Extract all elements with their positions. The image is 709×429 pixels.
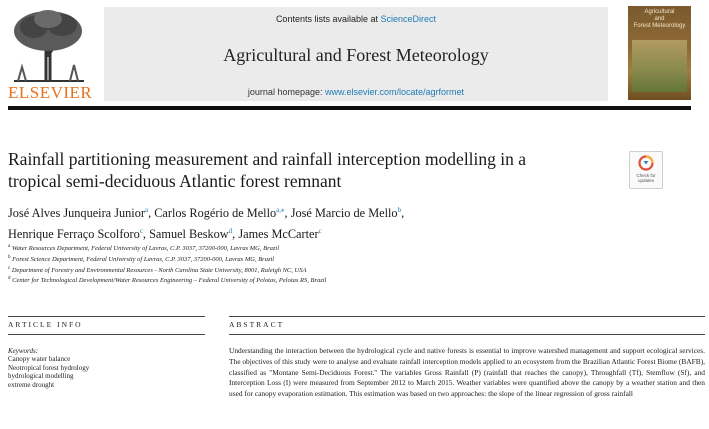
author-name[interactable]: James McCarter: [238, 227, 319, 242]
keyword-item: hydrological modelling: [8, 372, 74, 380]
journal-title[interactable]: Agricultural and Forest Meteorology: [223, 45, 489, 65]
author-name[interactable]: José Alves Junqueira Junior: [8, 206, 145, 221]
cover-title-line: and: [654, 16, 665, 22]
check-updates-label-line: Check for: [636, 173, 656, 178]
author-list: [8, 201, 648, 243]
abstract-text: Understanding the interaction between the hydrological cycle and native forests is essential to improve watershed management and support ecological services. The objectives of this study were to analyse and evaluate rainfall interception models applied to an ecosystem from the Brazilian Atlantic Forest Biome (BAFB), classified as "Montane Semi-Deciduous Forest." The variables Gross Rainfall (P) (rainfall that reaches the canopy), Throughfall (Tf), Stemflow (Sf), and Interception Loss (I) were measured from September 2012 to March 2015. Weather variables were quantified above the canopy by a weather station and then used for canopy evaporation estimation. This estimation was based on two approaches: the slope of the linear regression of gross rainfall: [229, 346, 705, 399]
affiliation-mark: a: [8, 244, 11, 249]
author-name[interactable]: Samuel Beskow: [149, 227, 229, 242]
affiliation-text: Center for Technological Development/Water Resources Engineering – Federal University of Pelotas, Pelotas RS, Brazil: [12, 277, 327, 285]
article-info-rule-top: [8, 316, 205, 317]
homepage-line: [104, 87, 608, 97]
article-title: [8, 148, 618, 192]
author-affiliation-mark[interactable]: b: [397, 206, 402, 214]
author-name[interactable]: José Marcio de Mello: [290, 206, 398, 221]
keyword-item: Canopy water balance: [8, 355, 71, 363]
author-affiliation-mark[interactable]: a,⁎: [276, 206, 285, 214]
keyword-list: [8, 355, 89, 389]
check-updates-label-line: updates: [637, 178, 654, 183]
header-divider: [8, 106, 691, 110]
sciencedirect-link[interactable]: ScienceDirect: [380, 14, 437, 24]
check-updates-icon: [638, 155, 654, 171]
author-name[interactable]: Henrique Ferraço Scolforo: [8, 227, 140, 242]
affiliation-item: [8, 254, 648, 265]
keyword-item: extreme drought: [8, 380, 55, 389]
keywords-heading: Keywords:: [8, 347, 39, 355]
author-affiliation-mark[interactable]: a: [144, 206, 149, 214]
check-updates-label: [630, 173, 662, 183]
article-info-heading: ARTICLE INFO: [8, 320, 83, 329]
check-for-updates-button[interactable]: [629, 151, 663, 189]
author-affiliation-mark[interactable]: c: [139, 227, 143, 236]
keyword-item: Neotropical forest hydrology: [8, 363, 90, 372]
author-affiliation-mark[interactable]: d: [228, 227, 233, 236]
abstract-rule-bottom: [229, 334, 705, 335]
affiliation-item: [8, 265, 648, 276]
affiliation-mark: b: [8, 254, 11, 260]
author-name[interactable]: Carlos Rogério de Mello: [154, 206, 277, 221]
article-info-rule-bottom: [8, 334, 205, 335]
journal-homepage-link[interactable]: www.elsevier.com/locate/agrformet: [325, 87, 465, 97]
cover-title-line: Forest Meteorology: [633, 23, 686, 29]
contents-prefix: Contents lists available at: [275, 14, 378, 24]
affiliation-text: Department of Forestry and Environmental Resources - North Carolina State University, 8001, Raleigh NC, USA: [11, 266, 307, 274]
author-line: José Alves Junqueira Junior$^a$, Carlos Rogério de Mello$^{a,⁎}$, José Marcio de Mello$^b$,: [8, 206, 405, 221]
affiliation-text: Forest Science Department, Federal University of Lavras, C.P. 3037, 37200-000, Lavras MG, Brazil: [12, 255, 275, 263]
cover-title: [628, 9, 691, 30]
article-title-line: Rainfall partitioning measurement and rainfall interception modelling in a: [8, 149, 527, 169]
affiliation-item: [8, 243, 648, 254]
elsevier-tree-icon: [8, 7, 90, 83]
affiliation-mark: c: [8, 265, 11, 271]
cover-image: [632, 40, 687, 92]
affiliation-mark: d: [8, 276, 11, 282]
cover-title-line: Agricultural: [644, 9, 675, 15]
affiliation-text: Water Resources Department, Federal University of Lavras, C.P. 3037, 37200-000, Lavras MG, Brazil: [11, 245, 280, 253]
contents-line: [104, 14, 608, 24]
elsevier-logo[interactable]: [8, 7, 93, 103]
abstract-rule-top: [229, 316, 705, 317]
author-affiliation-mark[interactable]: c: [318, 227, 322, 236]
affiliation-list: [8, 243, 648, 286]
publisher-name: ELSEVIER: [8, 83, 93, 102]
affiliation-item: [8, 275, 648, 286]
article-title-line: tropical semi-deciduous Atlantic forest remnant: [8, 171, 342, 191]
homepage-prefix: journal homepage:: [247, 87, 323, 97]
author-line: Henrique Ferraço Scolforo$^c$, Samuel Beskow$^d$, James McCarter$^c$: [8, 227, 322, 242]
journal-cover[interactable]: [628, 6, 691, 100]
journal-header: [104, 7, 608, 101]
abstract-heading: ABSTRACT: [229, 320, 285, 329]
